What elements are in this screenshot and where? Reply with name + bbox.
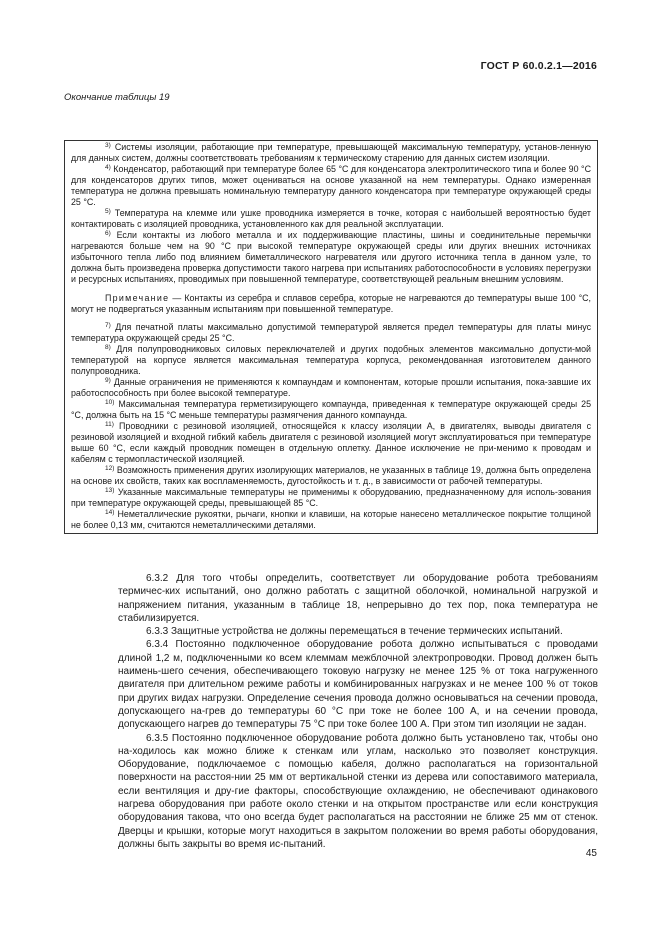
note-label: Примечание	[105, 293, 170, 303]
note-text: Температура на клемме или ушке проводника измеряется в точке, которая с наибольшей вероятностью будет контактировать с изоляцией проводника, установленного как для реальной эксплуатации.	[71, 208, 591, 229]
table-note	[71, 142, 591, 164]
body-paragraph: 6.3.5 Постоянно подключенное оборудование робота должно быть установлено так, чтобы оно на-ходилось как можно ближе к стенкам или углам, насколько это позволяет конструкция. Оборудование, подключаемое с помощью кабеля, должно располагаться на горизонтальной поверхности на расстоя-нии 25 мм от вертикальной стенки из дерева или сопоставимого материала, если вентиляция и дру-гие факторы, способствующие охлаждению, не обеспечивают одинакового нагрева оборудования при работе около стенки и на открытом пространстве или если конструкция оборудования такова, что оно всегда будет располагаться на расстоянии не ближе 25 мм от стенок. Дверцы и крышки, которые могут находиться в закрытом положении во время работы оборудования, должны быть закрыты во время ис-пытаний.	[118, 732, 598, 850]
document-code: ГОСТ Р 60.0.2.1—2016	[480, 60, 597, 72]
note-text: Проводники с резиновой изоляцией, относящейся к классу изоляции А, в двигателях, выводы двигателя с резиновой изоляцией и входной гибкий кабель двигателя с резиновой изоляцией могут эксплуатироваться при температуре выше 60 °С, если каждый проводник помещен в отдельную оплетку. Данное исключение не при-менимо к проводам и кабелям с термопластической изоляцией.	[71, 421, 592, 464]
footnote-marker: 7)	[105, 322, 111, 329]
footnote-marker: 10)	[105, 399, 115, 406]
table-caption: Окончание таблицы 19	[64, 92, 170, 103]
footnote-marker: 9)	[105, 377, 111, 384]
note-text: — Контакты из серебра и сплавов серебра, которые не нагреваются до температуры выше 100 °С, могут не подвергаться указанным испытаниям при повышенной температуре.	[71, 293, 591, 314]
table-notes	[65, 141, 597, 533]
body-paragraph: 6.3.4 Постоянно подключенное оборудование робота должно испытываться с проводами длиной 1,2 м, подключенными ко всем клеммам межблочной электропроводки. Провод должен быть наимень-шего сечения, обеспечивающего токовую нагрузку не менее 125 % от тока нагруженного двигателя при длительном режиме работы и комбинированных нагрузках и не менее 100 % от токов при других видах нагрузки. Определение сечения провода должно основываться на сечении провода, допускающего на-грев до температуры 60 °С при токе не более 100 А, и на сечении провода, допускающего нагрев до температуры 75 °С при токе более 100 А. При этом тип изоляции не задан.	[118, 639, 598, 731]
footnote-marker: 14)	[105, 509, 115, 516]
table-note	[71, 399, 591, 421]
table-note	[71, 164, 591, 208]
note-text: Возможность применения других изолирующих материалов, не указанных в таблице 19, должна быть определена на основе их свойств, таких как воспламеняемость, дугостойкость и т. д., в зависимости от рабочей температуры.	[71, 465, 591, 486]
table-note	[71, 293, 591, 315]
table-note	[71, 509, 591, 531]
body-paragraph: 6.3.2 Для того чтобы определить, соответствует ли оборудование робота требованиям термичес-ких испытаний, оно должно работать с защитной оболочкой, номинальной нагрузкой и напряжением питания, указанным в таблице 18, непрерывно до тех пор, пока температура не стабилизируется.	[118, 573, 598, 624]
note-text: Если контакты из любого металла и их поддерживающие пластины, шины и соединительные перемычки нагреваются больше чем на 90 °С при высокой температуре окружающей среды или других внешних источниках избыточного тепла либо под влиянием биметаллического нагревателя или другого источника тепла в данном узле, то должна быть произведена проверка допустимости такого нагрева при испытаниях работоспособности в условиях перегрузки и ресурсных испытаниях, проводимых при повышенной температуре, соответствующей реальным внешним условиям.	[71, 230, 592, 284]
note-text: Указанные максимальные температуры не применимы к оборудованию, предназначенному для исполь-зования при температуре окружающей среды, превышающей 85 °С.	[71, 487, 591, 508]
footnote-marker: 4)	[105, 164, 111, 171]
body-text	[118, 572, 598, 851]
table-note	[71, 208, 591, 230]
footnote-marker: 6)	[105, 230, 111, 237]
note-text: Максимальная температура герметизирующего компаунда, приведенная к температуре окружающей среды 25 °С, должна быть на 15 °С меньше температуры размягчения данного компаунда.	[71, 399, 592, 420]
note-text: Для полупроводниковых силовых переключателей и других подобных элементов максимально допусти-мой температурой на корпусе является максимальная температура корпуса, рекомендованная изготовителем данного полупроводника.	[71, 344, 592, 376]
table-note	[71, 421, 591, 465]
note-text: Для печатной платы максимально допустимой температурой является предел температуры для платы минус температура окружающей среды 25 °С.	[71, 322, 592, 343]
footnote-marker: 12)	[105, 465, 115, 472]
table-note	[71, 487, 591, 509]
body-paragraph: 6.3.3 Защитные устройства не должны перемещаться в течение термических испытаний.	[146, 626, 563, 638]
footnote-marker: 5)	[105, 208, 111, 215]
note-text: Неметаллические рукоятки, рычаги, кнопки и клавиши, на которые нанесено металлическое покрытие толщиной не более 0,13 мм, считаются неметаллическими деталями.	[71, 509, 591, 530]
table-note	[71, 322, 591, 344]
footnote-marker: 8)	[105, 344, 111, 351]
footnote-marker: 3)	[105, 142, 111, 149]
table-note	[71, 465, 591, 487]
footnote-marker: 11)	[105, 421, 114, 428]
footnote-marker: 13)	[105, 487, 115, 494]
table-note	[71, 344, 591, 377]
note-text: Системы изоляции, работающие при температуре, превышающей максимальную температуру, установ-ленную для данных систем, должны соответствовать требованиям к термическому старению для данных систем изоляции.	[71, 142, 592, 163]
table-note	[71, 377, 591, 399]
table-note	[71, 230, 591, 285]
note-text: Данные ограничения не применяются к компаундам и компонентам, которые прошли испытания, пока-завшие их работоспособность при более высокой температуре.	[71, 377, 591, 398]
note-text: Конденсатор, работающий при температуре более 65 °С для конденсатора электролитического типа и более 90 °С для конденсаторов других типов, может оцениваться на основе указанной на нем температуры. Однако измеренная температура не должна превышать номинальную температуру данного конденсатора при температуре окружающей среды 25 °С.	[71, 164, 591, 207]
page-number: 45	[585, 848, 597, 859]
table-notes-box	[64, 140, 598, 534]
